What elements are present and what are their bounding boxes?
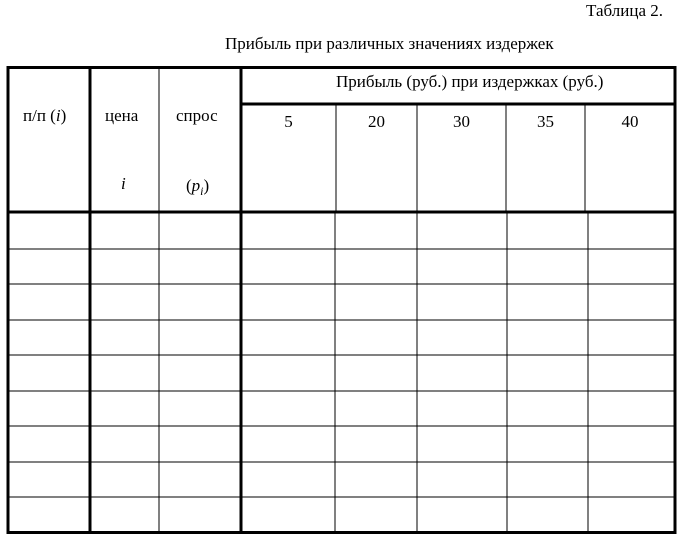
table-row xyxy=(10,250,673,283)
table-row xyxy=(10,463,673,496)
table-row xyxy=(10,427,673,461)
table-title: Прибыль при различных значениях издержек xyxy=(225,34,554,53)
header-price-label: цена xyxy=(105,106,139,125)
table-row xyxy=(10,213,673,248)
header-demand-open: ( xyxy=(186,176,192,195)
table-row xyxy=(10,392,673,425)
header-cost-35: 35 xyxy=(537,112,554,131)
table-row xyxy=(10,498,673,531)
header-cost-5: 5 xyxy=(284,112,293,131)
header-demand-formula xyxy=(186,176,209,201)
header-index-close: ) xyxy=(60,106,67,125)
table-number: Таблица 2. xyxy=(586,1,663,20)
header-cost-30: 30 xyxy=(453,112,470,131)
header-index-var: i xyxy=(55,106,61,125)
table-row xyxy=(10,321,673,354)
header-demand-sub: i xyxy=(200,184,204,198)
header-profit-group: Прибыль (руб.) при издержках (руб.) xyxy=(336,72,604,91)
header-demand-label: спрос xyxy=(176,106,218,125)
table-row xyxy=(10,356,673,390)
header-demand-close: ) xyxy=(203,176,210,195)
header-index xyxy=(23,106,66,126)
header-cost-40: 40 xyxy=(621,112,639,131)
header-index-text: п/п ( xyxy=(23,106,56,125)
header-price-var: i xyxy=(121,174,126,193)
table-row xyxy=(10,285,673,319)
header-demand-var: p xyxy=(191,176,201,195)
header-cost-20: 20 xyxy=(368,112,385,131)
